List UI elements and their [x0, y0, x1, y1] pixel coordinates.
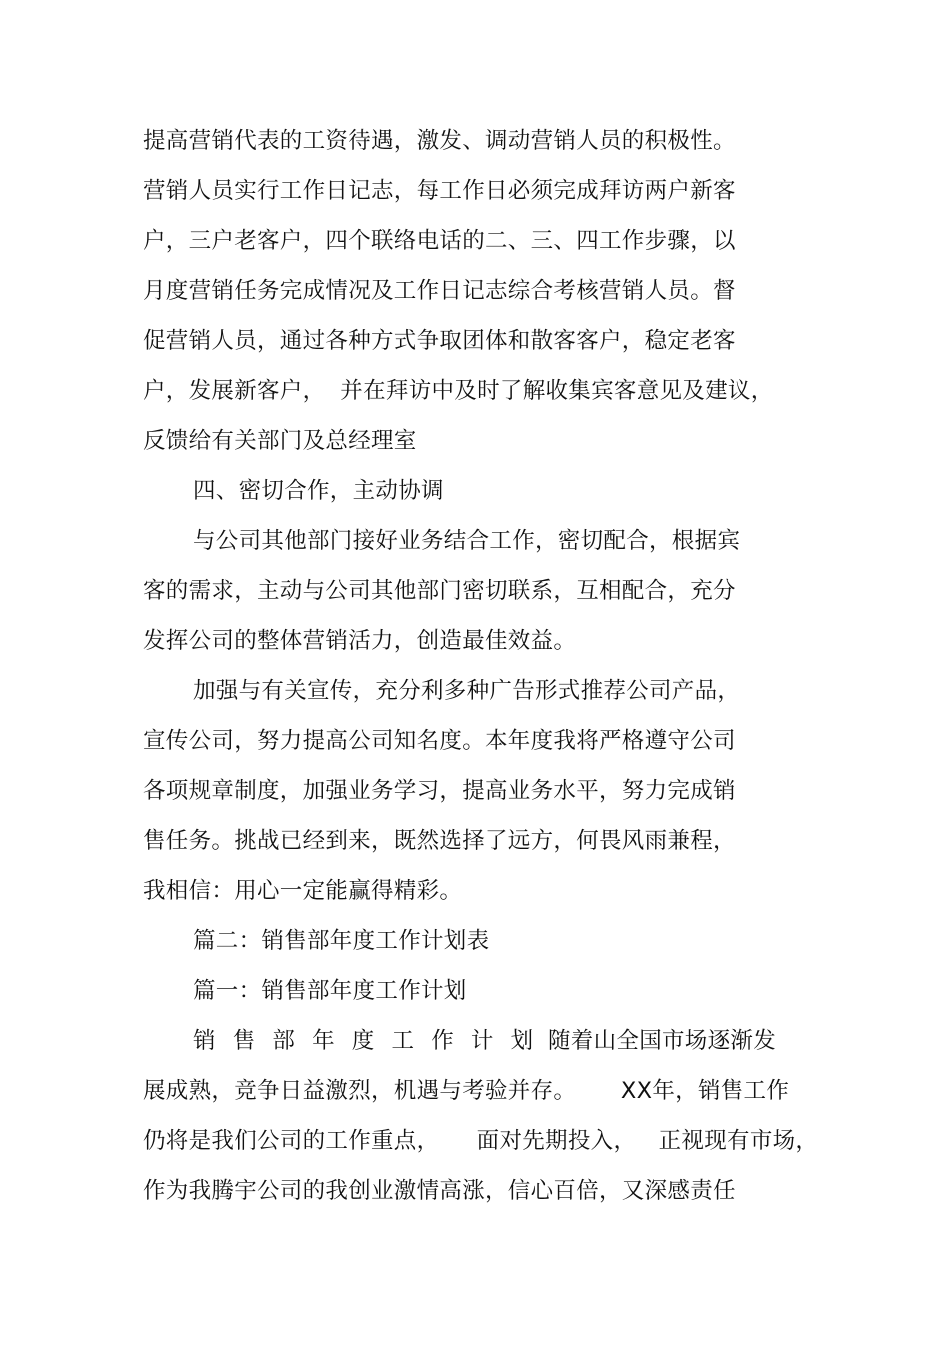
- text-line: 客的需求，主动与公司其他部门密切联系，互相配合，充分: [143, 578, 736, 604]
- text-line: 户，三户老客户，四个联络电话的二、三、四工作步骤，以: [143, 228, 736, 254]
- section-heading: 四、密切合作，主动协调: [193, 478, 444, 504]
- article-title: 篇二：销售部年度工作计划表: [193, 928, 490, 954]
- text-line: 提高营销代表的工资待遇，激发、调动营销人员的积极性。: [143, 128, 736, 154]
- text-line: 营销人员实行工作日记志，每工作日必须完成拜访两户新客: [143, 178, 736, 204]
- text-line: 发挥公司的整体营销活力，创造最佳效益。: [143, 628, 577, 654]
- text-line: 随着山全国市场逐渐发: [548, 1028, 777, 1054]
- text-line: 仍将是我们公司的工作重点， 面对先期投入， 正视现有市场，: [143, 1128, 819, 1154]
- text-line: 作为我腾宇公司的我创业激情高涨，信心百倍，又深感责任: [143, 1178, 736, 1204]
- plan-title-spaced: 销售部年度工作计划: [193, 1028, 551, 1054]
- text-line: 展成熟，竞争日益激烈，机遇与考验并存。 XX年，销售工作: [143, 1078, 790, 1104]
- text-line: 各项规章制度，加强业务学习，提高业务水平，努力完成销: [143, 778, 736, 804]
- text-line: 售任务。挑战已经到来，既然选择了远方，何畏风雨兼程，: [143, 828, 736, 854]
- text-line: 宣传公司，努力提高公司知名度。本年度我将严格遵守公司: [143, 728, 736, 754]
- text-line: 反馈给有关部门及总经理室: [143, 428, 417, 454]
- text-line: 月度营销任务完成情况及工作日记志综合考核营销人员。督: [143, 278, 736, 304]
- article-title: 篇一：销售部年度工作计划: [193, 978, 467, 1004]
- paragraph-first-line: 加强与有关宣传，充分利多种广告形式推荐公司产品，: [193, 678, 741, 704]
- text-line: 户，发展新客户， 并在拜访中及时了解收集宾客意见及建议，: [143, 378, 774, 404]
- paragraph-first-line: 与公司其他部门接好业务结合工作，密切配合，根据宾: [193, 528, 741, 554]
- text-line: 促营销人员，通过各种方式争取团体和散客客户，稳定老客: [143, 328, 736, 354]
- text-line: 我相信：用心一定能赢得精彩。: [143, 878, 463, 904]
